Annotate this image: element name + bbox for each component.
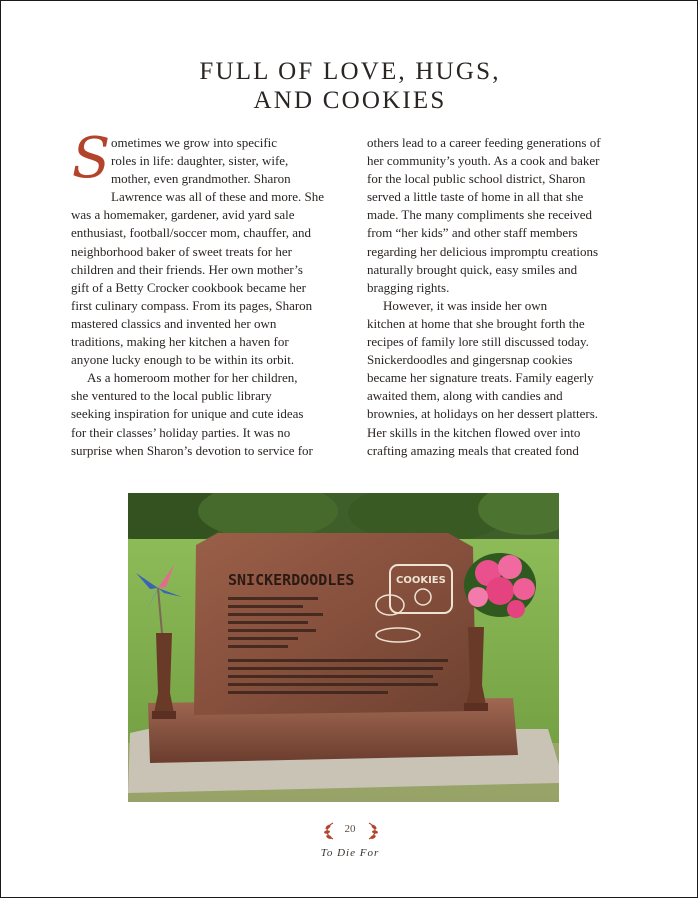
text-line: her community’s youth. As a cook and baker bbox=[367, 153, 600, 169]
left-column bbox=[71, 126, 335, 474]
text-line: children and their friends. Her own mother’s bbox=[71, 261, 303, 277]
text-line: was a homemaker, gardener, avid yard sale bbox=[71, 207, 295, 223]
text-line: traditions, making her kitchen a haven for bbox=[71, 334, 289, 350]
text-line: ometimes we grow into specific bbox=[111, 135, 278, 150]
text-line: However, it was inside her own bbox=[383, 297, 548, 313]
text-line: for the local public school district, Sharon bbox=[367, 171, 586, 187]
text-line: crafting amazing meals that created fond bbox=[367, 442, 579, 458]
running-title: To Die For bbox=[320, 847, 380, 859]
text-line: mastered classics and invented her own bbox=[71, 315, 277, 331]
text-line: anyone lucky enough to be within its orbit. bbox=[71, 352, 295, 368]
chapter-title bbox=[1, 57, 699, 115]
chapter-title-line-2: AND COOKIES bbox=[253, 87, 447, 114]
text-line: naturally brought quick, easy smiles and bbox=[367, 261, 578, 277]
headstone-photo bbox=[128, 493, 559, 802]
text-line: for their classes’ holiday parties. It was no bbox=[71, 424, 291, 440]
text-line: Lawrence was all of these and more. She bbox=[111, 189, 324, 205]
text-line: awaited them, along with candies and bbox=[367, 388, 563, 404]
body-text bbox=[71, 126, 631, 474]
text-line: first culinary compass. From its pages, Sharon bbox=[71, 297, 313, 313]
text-line: others lead to a career feeding generations of bbox=[367, 135, 601, 150]
text-line: gift of a Betty Crocker cookbook became her bbox=[71, 279, 306, 295]
page-number: 20 bbox=[344, 823, 356, 835]
cookie-jar-label: COOKIES bbox=[396, 575, 446, 586]
text-line: Her skills in the kitchen flowed over into bbox=[367, 424, 581, 440]
text-line: regarding her delicious impromptu creations bbox=[367, 243, 599, 259]
text-line: neighborhood baker of sweet treats for her bbox=[71, 243, 292, 259]
right-column bbox=[367, 134, 631, 474]
paragraph bbox=[71, 126, 335, 369]
text-line: made. The many compliments she received bbox=[367, 207, 593, 223]
text-line: As a homeroom mother for her children, bbox=[87, 370, 298, 386]
text-line: Snickerdoodles and gingersnap cookies bbox=[367, 352, 573, 368]
text-line: seeking inspiration for unique and cute ideas bbox=[71, 406, 304, 422]
text-line: recipes of family lore still discussed today. bbox=[367, 334, 589, 350]
text-line: served a little taste of home in all that she bbox=[367, 189, 584, 205]
paragraph bbox=[367, 134, 631, 297]
headstone-heading: SNICKERDOODLES bbox=[228, 571, 355, 589]
text-line: bragging rights. bbox=[367, 279, 450, 295]
text-line: enthusiast, football/soccer mom, chauffer, and bbox=[71, 225, 312, 241]
text-line: mother, even grandmother. Sharon bbox=[111, 171, 291, 187]
chapter-title-line-1: FULL OF LOVE, HUGS, bbox=[199, 58, 501, 85]
paragraph bbox=[71, 369, 335, 459]
text-line: brownies, at holidays on her dessert platters. bbox=[367, 406, 599, 422]
drop-cap: S bbox=[71, 126, 111, 191]
paragraph bbox=[367, 297, 631, 460]
text-line: she ventured to the local public library bbox=[71, 388, 272, 404]
text-line: roles in life: daughter, sister, wife, bbox=[111, 153, 289, 169]
text-line: kitchen at home that she brought forth the bbox=[367, 315, 585, 331]
text-line: surprise when Sharon’s devotion to service for bbox=[71, 442, 313, 458]
text-line: from “her kids” and other staff members bbox=[367, 225, 578, 241]
text-line: became her signature treats. Family eagerly bbox=[367, 370, 594, 386]
